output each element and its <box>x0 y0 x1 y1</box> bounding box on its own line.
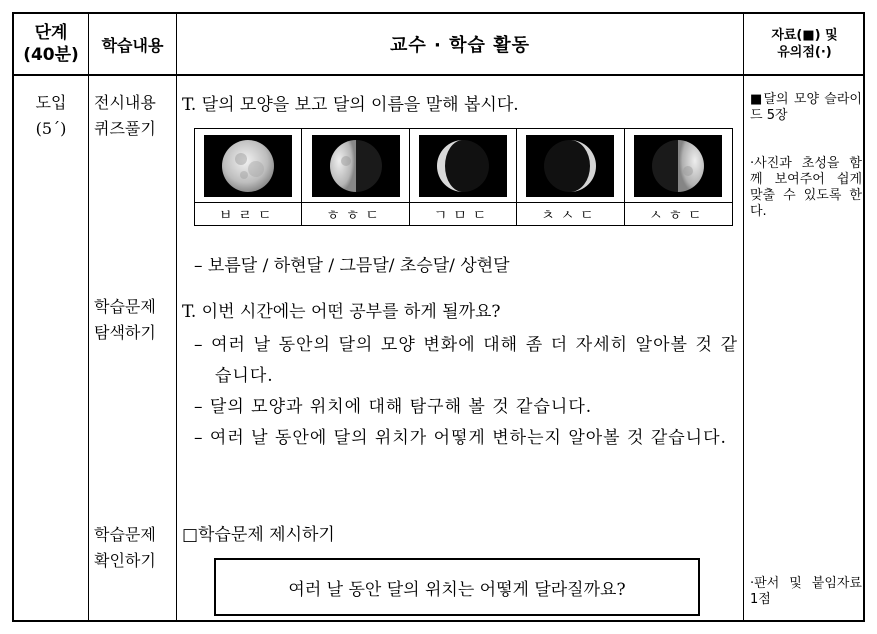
moon-cell <box>517 129 624 202</box>
content-label-line2: 확인하기 <box>94 551 156 570</box>
moon-photo-first-quarter <box>634 135 722 197</box>
content-label-line1: 학습문제 <box>94 525 156 544</box>
moon-hint: ㄱㅁㄷ <box>410 202 517 226</box>
header-step-line2: (40분) <box>23 45 79 65</box>
moon-photo-waning-crescent <box>419 135 507 197</box>
moon-hint: ㅅㅎㄷ <box>625 202 732 226</box>
header-material-line2: 유의점(·) <box>777 45 832 60</box>
content-label-line2: 퀴즈풀기 <box>94 119 156 138</box>
activity-prompt-quiz: T. 달의 모양을 보고 달의 이름을 말해 봅시다. <box>182 95 519 115</box>
learning-question-box: 여러 날 동안 달의 위치는 어떻게 달라질까요? <box>214 558 700 616</box>
moon-hint: ㅎㅎㄷ <box>302 202 409 226</box>
moon-photo-waxing-crescent <box>526 135 614 197</box>
header-content: 학습내용 <box>101 35 164 55</box>
moon-cell <box>302 129 409 202</box>
quiz-answer: – 보름달 / 하현달 / 그믐달/ 초승달/ 상현달 <box>194 256 510 276</box>
content-label-explore <box>94 294 176 346</box>
content-label-line1: 학습문제 <box>94 297 156 316</box>
activity-prompt-confirm: □학습문제 제시하기 <box>182 525 335 545</box>
column-divider <box>176 14 177 620</box>
response-item: – 여러 날 동안에 달의 위치가 어떻게 변하는지 알아볼 것 같습니다. <box>194 428 727 448</box>
step-name: 도입 <box>35 93 67 112</box>
response-item: – 여러 날 동안의 달의 모양 변화에 대해 좀 더 자세히 알아볼 것 같습니다. <box>194 335 738 386</box>
moon-cell <box>410 129 517 202</box>
content-label-review-quiz <box>94 90 176 142</box>
content-label-line1: 전시내용 <box>94 93 156 112</box>
step-duration: (5´) <box>35 119 67 138</box>
content-label-confirm <box>94 522 176 574</box>
header-divider <box>14 74 863 76</box>
material-note: ·사진과 초성을 함께 보여주어 쉽게 맞출 수 있도록 한다. <box>750 156 862 219</box>
moon-phase-table <box>194 128 733 226</box>
lesson-plan-table <box>12 12 865 622</box>
content-label-line2: 탐색하기 <box>94 323 156 342</box>
moon-cell <box>195 129 302 202</box>
moon-hint: ㅂㄹㄷ <box>195 202 302 226</box>
header-activity: 교수 · 학습 활동 <box>390 35 530 56</box>
moon-cell <box>625 129 732 202</box>
column-divider <box>743 14 744 620</box>
explore-responses <box>194 330 738 454</box>
material-board: ·판서 및 붙임자료 1점 <box>750 576 862 607</box>
column-divider <box>88 14 89 620</box>
moon-photo-full <box>204 135 292 197</box>
material-slides: ■달의 모양 슬라이드 5장 <box>750 92 862 123</box>
activity-prompt-explore: T. 이번 시간에는 어떤 공부를 하게 될까요? <box>182 302 501 322</box>
step-cell <box>14 90 88 142</box>
header-step <box>14 14 88 74</box>
moon-hint: ㅊㅅㄷ <box>517 202 624 226</box>
header-material-line1: 자료(■) 및 <box>771 28 838 43</box>
moon-photo-last-quarter <box>312 135 400 197</box>
header-material <box>744 14 865 74</box>
response-item: – 달의 모양과 위치에 대해 탐구해 볼 것 같습니다. <box>194 397 593 417</box>
header-step-line1: 단계 <box>34 23 68 43</box>
